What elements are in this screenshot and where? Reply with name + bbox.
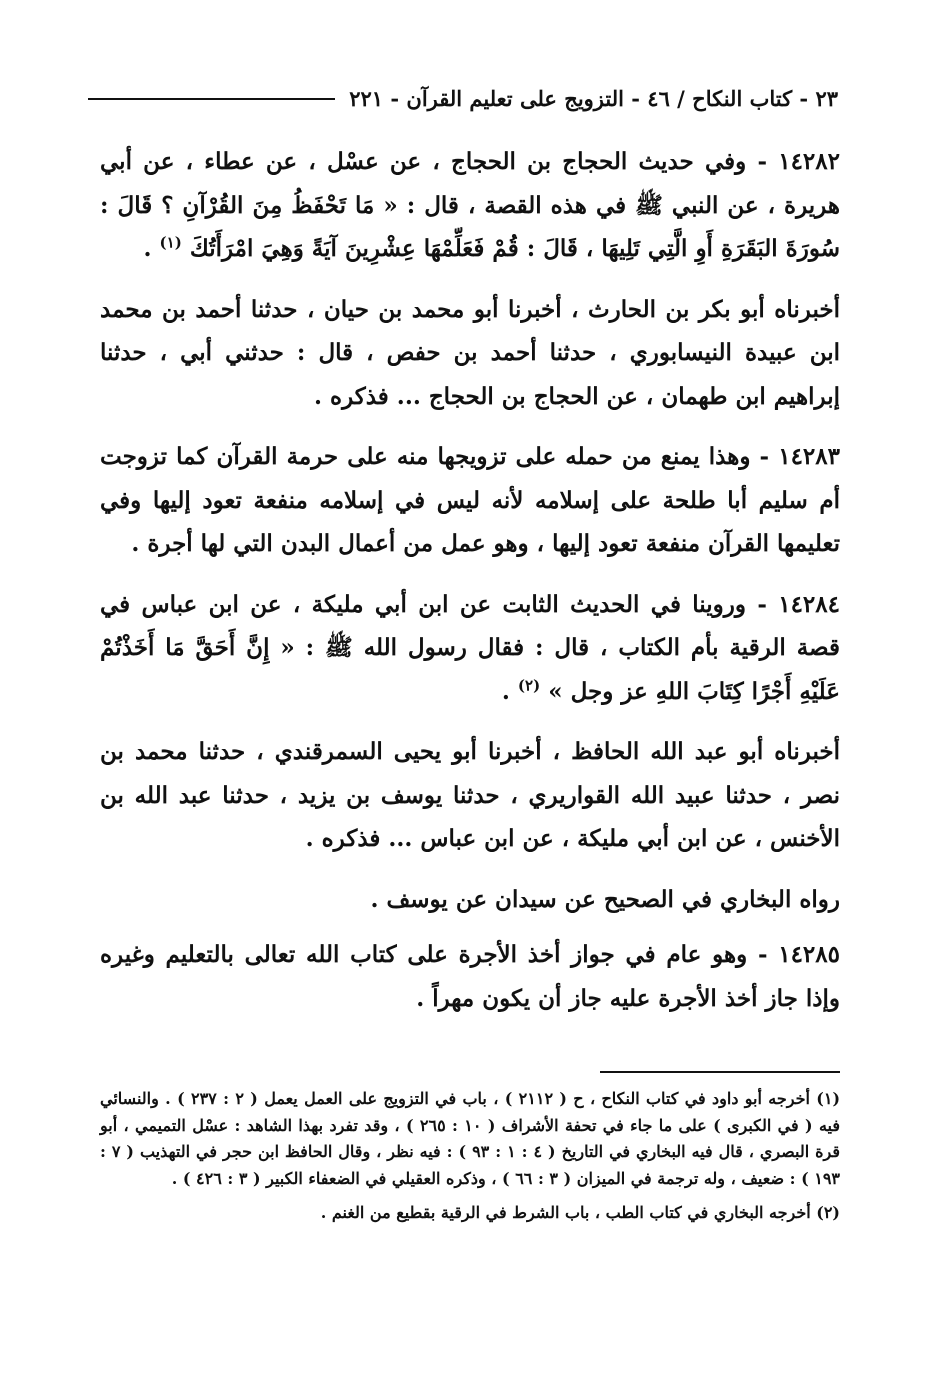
header-rule: [88, 98, 335, 100]
paragraph-text: - وهو عام في جواز أخذ الأجرة على كتاب الله تعالى بالتعليم وغيره وإذا جاز أخذ الأجرة عليه جاز أن يكون مهراً .: [100, 941, 840, 1012]
paragraph-riwaya: [100, 878, 840, 922]
footnote-1: (١) أخرجه أبو داود في كتاب النكاح ، ح ( ٢١١٢ ) ، باب في التزويج على العمل يعمل ( ٢ : ٢٣٧ ) . والنسائي فيه ( في الكبرى ) على ما جاء في تحفة الأشراف ( ١٠ : ٢٦٥ ) ، وقد تفرد بهذا الشاهد : عسْل التميمي ، أبو قرة البصري ، قال فيه البخاري في التاريخ ( ٤ : ١ : ٩٣ ) : فيه نظر ، وقال الحافظ ابن حجر في التهذيب ( ٧ : ١٩٣ ) : ضعيف ، وله ترجمة في الميزان ( ٣ : ٦٦ ) ، وذكره العقيلي في الضعفاء الكبير ( ٣ : ٤٢٦ ) .: [100, 1089, 841, 1188]
paragraph-text: - وهذا يمنع من حمله على تزويجها منه على حرمة القرآن كما تزوجت أم سليم أبا طلحة على إسلامه لأنه ليس في إسلامه منفعة تعود إليها وفي تعليمها القرآن منفعة تعود إليها ، وهو عمل من أعمال البدن التي لها أجرة .: [100, 443, 840, 557]
page-header: [88, 86, 838, 111]
footnote-ref[interactable]: (١): [159, 233, 182, 252]
paragraph-number: ١٤٢٨٣: [778, 443, 840, 470]
page-body: [100, 140, 840, 1037]
footnote-2: (٢) أخرجه البخاري في كتاب الطب ، باب الشرط في الرقية بقطيع من الغنم .: [320, 1203, 840, 1222]
paragraph-text: - وروينا في الحديث الثابت عن ابن أبي مليكة ، عن ابن عباس في قصة الرقية بأم الكتاب ، قال : فقال رسول الله ﷺ : « إِنَّ أَحَقَّ مَا أَخَذْتُمْ عَلَيْهِ أَجْرًا كِتَابَ اللهِ عز وجل »: [100, 590, 840, 705]
footnote-ref[interactable]: (٢): [517, 675, 541, 694]
paragraph-number: ١٤٢٨٥: [778, 941, 840, 968]
paragraph-isnad-1: [100, 288, 840, 419]
paragraph-number: ١٤٢٨٤: [778, 590, 840, 618]
paragraph-text: - وفي حديث الحجاج بن الحجاج ، عن عسْل ، عن عطاء ، عن أبي هريرة ، عن النبي ﷺ في هذه القصة ، قال : « مَا تَحْفَظُ مِنَ القُرْآنِ ؟ قَالَ : سُورَةَ البَقَرَةِ أَوِ الَّتِي تَلِيهَا ، قَالَ : قُمْ فَعَلِّمْهَا عِشْرِينَ آيَةً وَهِيَ امْرَأَتُكَ: [100, 148, 840, 262]
paragraph-14283: [100, 435, 840, 566]
paragraph-text: رواه البخاري في الصحيح عن سيدان عن يوسف .: [370, 885, 840, 913]
paragraph-number: ١٤٢٨٢: [778, 148, 840, 175]
paragraph-isnad-2: [100, 730, 840, 861]
paragraph-tail: .: [143, 235, 160, 262]
paragraph-tail: .: [501, 677, 518, 705]
paragraph-14282: [100, 140, 840, 271]
paragraph-14285: [100, 933, 840, 1020]
footnote-separator: [600, 1071, 840, 1073]
paragraph-14284: [100, 583, 840, 714]
paragraph-text: أخبرناه أبو بكر بن الحارث ، أخبرنا أبو محمد بن حيان ، حدثنا أحمد بن محمد ابن عبيدة النيسابوري ، حدثنا أحمد بن حفص ، قال : حدثني أبي ، حدثنا إبراهيم ابن طهمان ، عن الحجاج بن الحجاج ... فذكره .: [100, 295, 840, 410]
footnotes: [100, 1086, 840, 1235]
running-header: ٢٣ - كتاب النكاح / ٤٦ - التزويج على تعليم القرآن - ٢٢١: [349, 86, 838, 111]
paragraph-text: أخبرناه أبو عبد الله الحافظ ، أخبرنا أبو يحيى السمرقندي ، حدثنا محمد بن نصر ، حدثنا عبيد الله القواريري ، حدثنا يوسف بن يزيد ، حدثنا عبد الله بن الأخنس ، عن ابن أبي مليكة ، عن ابن عباس ... فذكره .: [100, 738, 840, 852]
